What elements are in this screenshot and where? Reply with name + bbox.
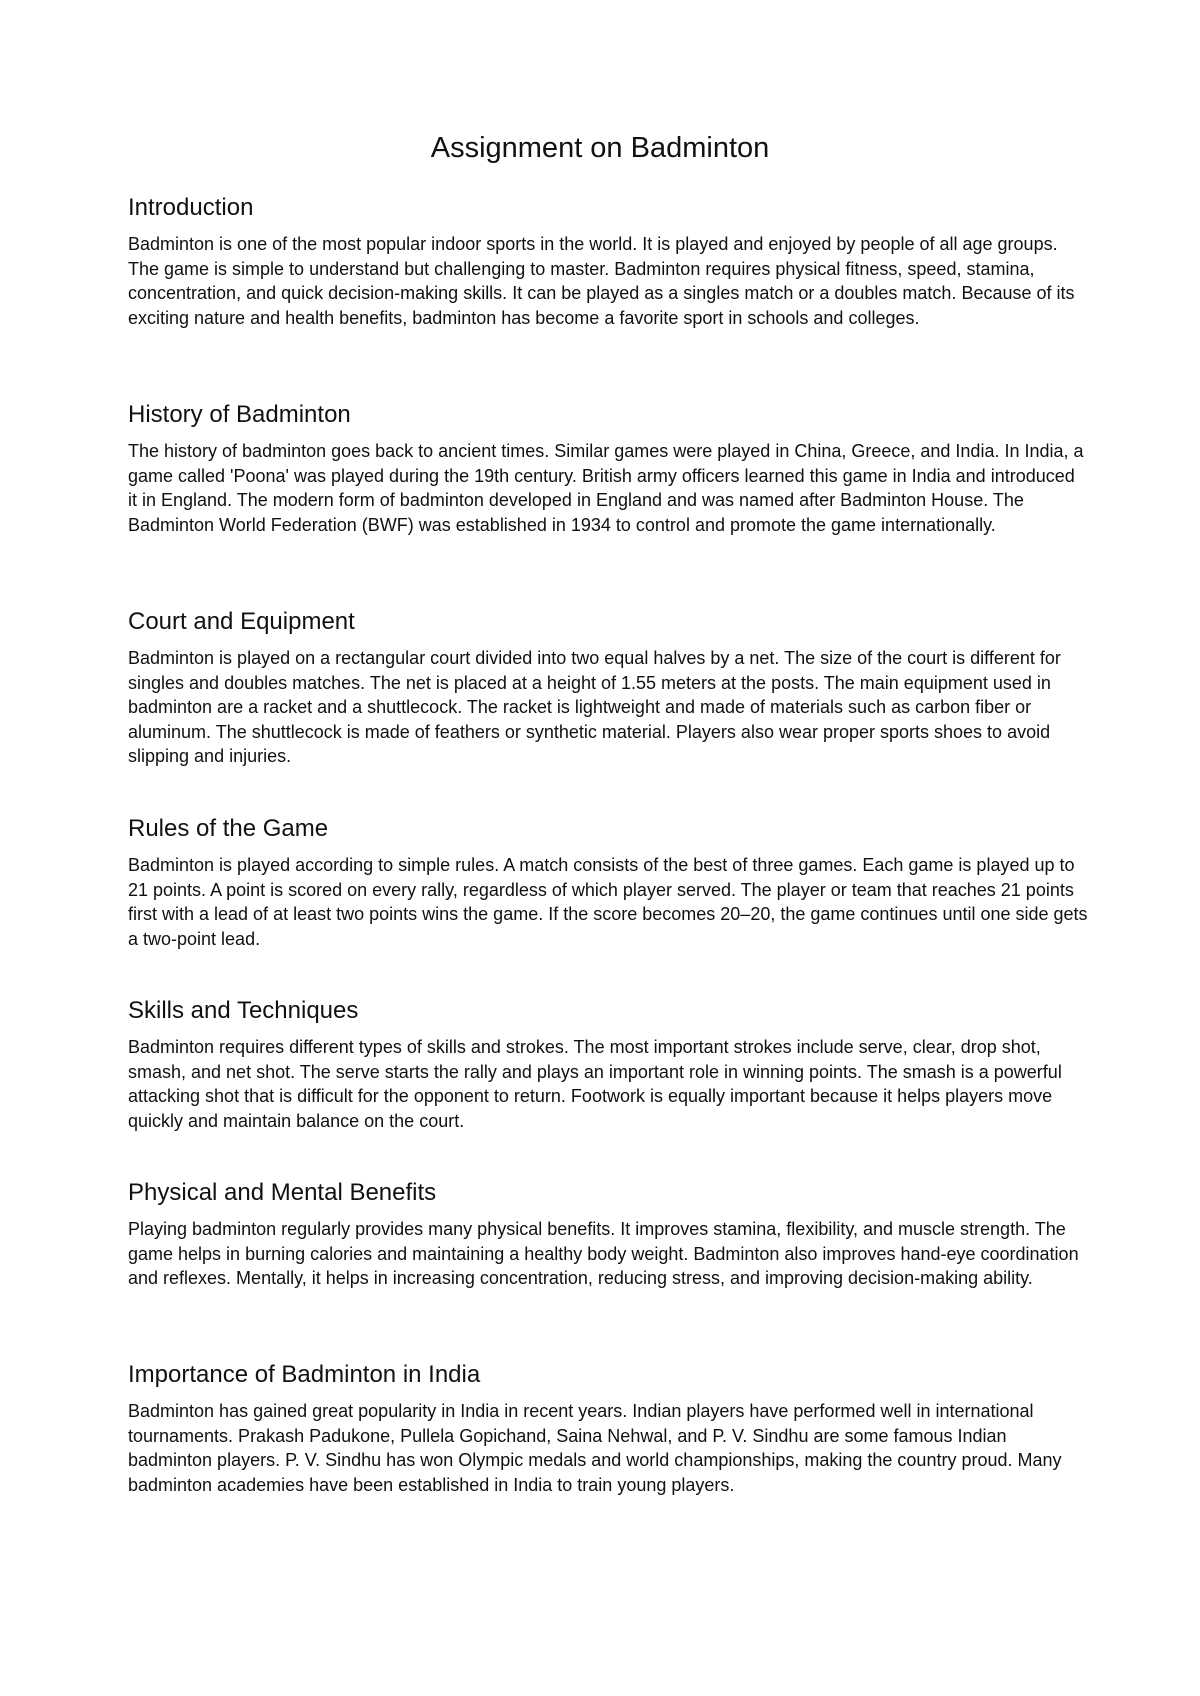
section-benefits: [128, 1177, 1088, 1291]
section-importance-india: [128, 1359, 1088, 1497]
section-paragraph: Badminton is played on a rectangular court divided into two equal halves by a net. The size of the court is different for singles and doubles matches. The net is placed at a height of 1.55 meters at the posts. The main equipment used in badminton are a racket and a shuttlecock. The racket is lightweight and made of materials such as carbon fiber or aluminum. The shuttlecock is made of feathers or synthetic material. Players also wear proper sports shoes to avoid slipping and injuries.: [128, 648, 1061, 767]
section-skills: [128, 995, 1088, 1133]
section-heading: Court and Equipment: [128, 608, 355, 635]
document-title: Assignment on Badminton: [430, 132, 770, 164]
section-heading: Importance of Badminton in India: [128, 1361, 481, 1388]
section-introduction: [128, 192, 1088, 330]
section-paragraph: Playing badminton regularly provides many physical benefits. It improves stamina, flexibility, and muscle strength. The game helps in burning calories and maintaining a healthy body weight. Badminton also improves hand-eye coordination and reflexes. Mentally, it helps in increasing concentration, reducing stress, and improving decision-making ability.: [128, 1219, 1079, 1289]
section-rules: [128, 813, 1088, 951]
section-paragraph: Badminton requires different types of skills and strokes. The most important strokes include serve, clear, drop shot, smash, and net shot. The serve starts the rally and plays an important role in winning points. The smash is a powerful attacking shot that is difficult for the opponent to return. Footwork is equally important because it helps players move quickly and maintain balance on the court.: [128, 1037, 1062, 1131]
section-court-equipment: [128, 606, 1088, 769]
section-heading: Introduction: [128, 194, 254, 221]
section-paragraph: Badminton is one of the most popular indoor sports in the world. It is played and enjoyed by people of all age groups. The game is simple to understand but challenging to master. Badminton requires physical fitness, speed, stamina, concentration, and quick decision-making skills. It can be played as a singles match or a doubles match. Because of its exciting nature and health benefits, badminton has become a favorite sport in schools and colleges.: [128, 234, 1075, 328]
section-paragraph: Badminton is played according to simple rules. A match consists of the best of three games. Each game is played up to 21 points. A point is scored on every rally, regardless of which player served. The player or team that reaches 21 points first with a lead of at least two points wins the game. If the score becomes 20–20, the game continues until one side gets a two-point lead.: [128, 855, 1088, 949]
section-paragraph: Badminton has gained great popularity in India in recent years. Indian players have performed well in international tournaments. Prakash Padukone, Pullela Gopichand, Saina Nehwal, and P. V. Sindhu are some famous Indian badminton players. P. V. Sindhu has won Olympic medals and world championships, making the country proud. Many badminton academies have been established in India to train young players.: [128, 1401, 1062, 1495]
section-heading: Skills and Techniques: [128, 997, 359, 1024]
section-heading: Physical and Mental Benefits: [128, 1179, 437, 1206]
section-paragraph: The history of badminton goes back to ancient times. Similar games were played in China, Greece, and India. In India, a game called 'Poona' was played during the 19th century. British army officers learned this game in India and introduced it in England. The modern form of badminton developed in England and was named after Badminton House. The Badminton World Federation (BWF) was established in 1934 to control and promote the game internationally.: [128, 441, 1084, 535]
section-history: [128, 399, 1088, 537]
section-heading: Rules of the Game: [128, 815, 329, 842]
section-heading: History of Badminton: [128, 401, 351, 428]
